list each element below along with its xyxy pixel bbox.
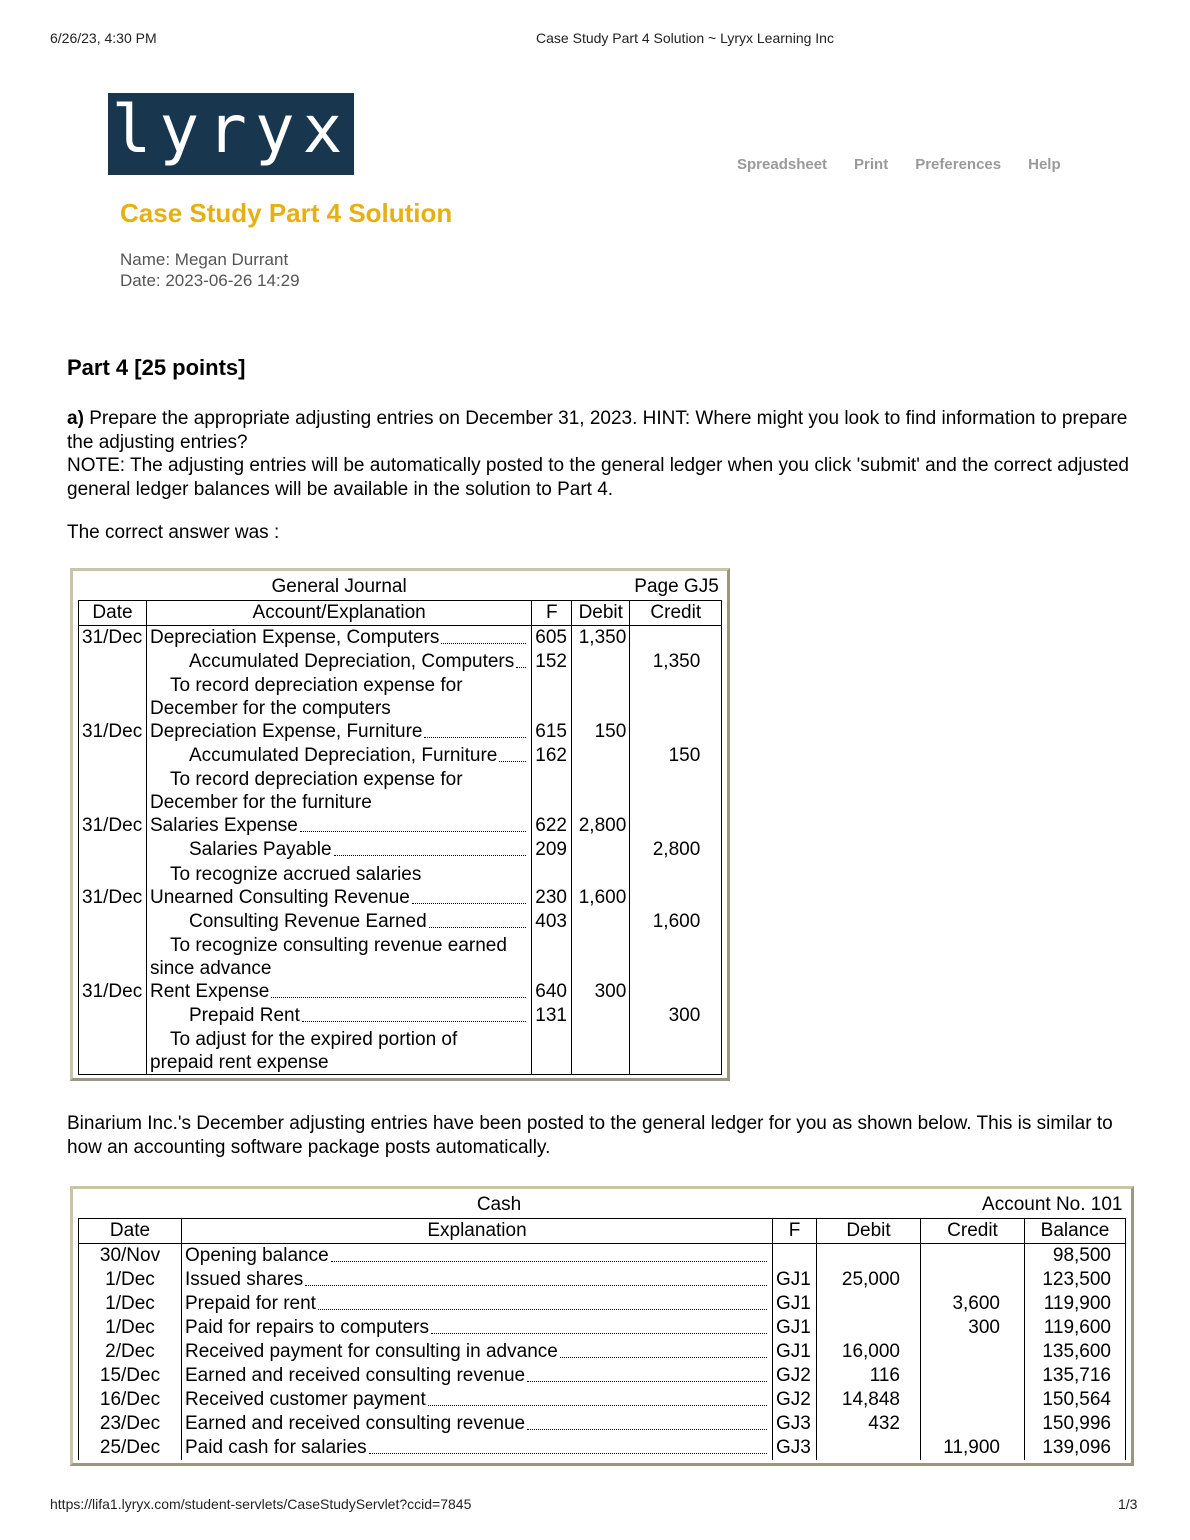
print-page-number: 1/3 [1118, 1496, 1138, 1512]
ledger-balance: 123,500 [1042, 1269, 1111, 1290]
journal-empty-credit [630, 626, 722, 651]
page-title: Case Study Part 4 Solution [120, 198, 453, 228]
ledger-explanation: Issued shares [185, 1269, 304, 1290]
ledger-f: GJ2 [773, 1388, 817, 1412]
submission-date: Date: 2023-06-26 14:29 [120, 271, 300, 290]
journal-empty-debit [572, 650, 630, 674]
explanation-line: To adjust for the expired portion of [170, 1029, 458, 1050]
ledger-balance-cell [1025, 1436, 1126, 1460]
journal-body [79, 626, 722, 1075]
journal-debit-amount: 1,600 [572, 886, 630, 910]
dot-leader [305, 1285, 767, 1286]
ledger-explanation-cell [182, 1316, 773, 1340]
dot-leader [560, 1357, 767, 1358]
journal-credit-account: Prepaid Rent [189, 1005, 300, 1026]
ledger-date: 15/Dec [79, 1364, 182, 1388]
journal-explanation [147, 1028, 532, 1075]
journal-debit-account: Unearned Consulting Revenue [150, 887, 410, 908]
journal-credit-account-cell [147, 910, 532, 934]
journal-debit-account: Depreciation Expense, Furniture [150, 721, 423, 742]
explanation-line: To record depreciation expense for [170, 769, 463, 790]
ledger-explanation-wrap [185, 1268, 769, 1292]
journal-credit-amount: 300 [668, 1005, 701, 1026]
ledger-header-balance: Balance [1025, 1219, 1126, 1244]
journal-credit-amount-cell [630, 744, 722, 768]
journal-credit-f: 162 [532, 744, 572, 768]
journal-empty-date [79, 838, 147, 862]
ledger-header-credit: Credit [921, 1219, 1025, 1244]
journal-explanation [147, 934, 532, 980]
ledger-date: 30/Nov [79, 1244, 182, 1269]
ledger-explanation-cell [182, 1412, 773, 1436]
ledger-explanation-cell [182, 1340, 773, 1364]
journal-credit-f: 131 [532, 1004, 572, 1028]
journal-credit-account-cell [147, 838, 532, 862]
top-nav [737, 156, 1061, 173]
journal-debit-f: 615 [532, 720, 572, 744]
journal-empty-debit [572, 838, 630, 862]
dot-leader [334, 855, 527, 856]
ledger-explanation: Paid for repairs to computers [185, 1317, 429, 1338]
ledger-row [79, 1292, 1126, 1316]
journal-explanation [147, 862, 532, 886]
journal-empty-date [79, 934, 147, 980]
journal-debit-row [79, 626, 722, 651]
explanation-line: since advance [150, 958, 272, 979]
journal-credit-row [79, 838, 722, 862]
ledger-explanation-wrap [185, 1364, 769, 1388]
journal-credit-amount: 150 [668, 745, 701, 766]
cash-ledger-table [78, 1192, 1126, 1460]
ledger-explanation-wrap [185, 1412, 769, 1436]
journal-credit-account: Salaries Payable [189, 839, 332, 860]
journal-credit-f: 152 [532, 650, 572, 674]
journal-debit-account-wrap [150, 886, 528, 910]
journal-credit-account-cell [147, 650, 532, 674]
ledger-explanation-wrap [185, 1436, 769, 1460]
journal-empty-credit [630, 934, 722, 980]
ledger-balance-cell [1025, 1412, 1126, 1436]
journal-credit-account-wrap [189, 744, 528, 768]
journal-credit-amount: 2,800 [652, 839, 701, 860]
journal-empty-f [532, 768, 572, 814]
journal-debit-row [79, 886, 722, 910]
journal-date: 31/Dec [79, 886, 147, 910]
general-journal-frame [70, 568, 730, 1081]
ledger-balance: 139,096 [1042, 1437, 1111, 1458]
answer-intro: The correct answer was : [67, 522, 280, 543]
ledger-date: 25/Dec [79, 1436, 182, 1460]
journal-debit-row [79, 720, 722, 744]
nav-help-link[interactable]: Help [1028, 156, 1061, 173]
ledger-explanation: Received payment for consulting in advance [185, 1341, 558, 1362]
journal-debit-amount: 300 [572, 980, 630, 1004]
dot-leader [369, 1453, 767, 1454]
journal-empty-f [532, 674, 572, 720]
nav-spreadsheet-link[interactable]: Spreadsheet [737, 156, 828, 173]
ledger-date: 1/Dec [79, 1292, 182, 1316]
ledger-row [79, 1244, 1126, 1269]
journal-credit-amount-cell [630, 910, 722, 934]
ledger-date: 23/Dec [79, 1412, 182, 1436]
journal-credit-account: Accumulated Depreciation, Computers [189, 651, 515, 672]
ledger-balance-cell [1025, 1340, 1126, 1364]
journal-empty-debit [572, 768, 630, 814]
journal-debit-account: Salaries Expense [150, 815, 298, 836]
journal-credit-account-wrap [189, 1004, 528, 1028]
journal-credit-amount-cell [630, 838, 722, 862]
ledger-credit: 3,600 [952, 1293, 1000, 1314]
ledger-body [79, 1244, 1126, 1461]
dot-leader [302, 1021, 526, 1022]
journal-debit-row [79, 814, 722, 838]
journal-credit-f: 403 [532, 910, 572, 934]
journal-header-credit: Credit [630, 601, 722, 626]
journal-debit-amount: 1,350 [572, 626, 630, 651]
logo-text: lyryx [111, 91, 351, 168]
ledger-debit-cell [817, 1340, 921, 1364]
journal-debit-account: Rent Expense [150, 981, 270, 1002]
journal-credit-account-wrap [189, 650, 528, 674]
journal-explanation [147, 674, 532, 720]
ledger-title: Cash [476, 1194, 522, 1215]
ledger-explanation-wrap [185, 1292, 769, 1316]
ledger-explanation-cell [182, 1364, 773, 1388]
ledger-date: 1/Dec [79, 1316, 182, 1340]
journal-credit-amount: 1,350 [652, 651, 701, 672]
general-journal-table [78, 574, 722, 1075]
ledger-date: 16/Dec [79, 1388, 182, 1412]
question-label: a) [67, 408, 84, 429]
ledger-date: 1/Dec [79, 1268, 182, 1292]
part-heading: Part 4 [25 points] [67, 355, 246, 380]
ledger-debit: 116 [869, 1365, 900, 1386]
ledger-credit-cell [921, 1364, 1025, 1388]
note-paragraph: NOTE: The adjusting entries will be automatically posted to the general ledger when you click 'submit' and the correct adjusted general ledger balances will be available in the solution to Part 4. [67, 455, 1129, 500]
ledger-balance: 119,900 [1043, 1293, 1111, 1314]
journal-credit-account-cell [147, 1004, 532, 1028]
journal-empty-debit [572, 862, 630, 886]
journal-debit-account-wrap [150, 720, 528, 744]
journal-date: 31/Dec [79, 980, 147, 1004]
journal-credit-row [79, 1004, 722, 1028]
ledger-credit-cell [921, 1412, 1025, 1436]
journal-empty-credit [630, 862, 722, 886]
journal-debit-account: Depreciation Expense, Computers [150, 627, 440, 648]
ledger-balance: 135,716 [1042, 1365, 1111, 1386]
ledger-f [773, 1244, 817, 1269]
journal-explanation-row [79, 674, 722, 720]
ledger-balance-cell [1025, 1292, 1126, 1316]
dot-leader [412, 903, 526, 904]
ledger-explanation-wrap [185, 1244, 769, 1268]
ledger-row [79, 1340, 1126, 1364]
ledger-debit: 14,848 [841, 1389, 900, 1410]
ledger-balance: 119,600 [1043, 1317, 1111, 1338]
ledger-explanation: Earned and received consulting revenue [185, 1413, 526, 1434]
dot-leader [441, 643, 526, 644]
journal-debit-f: 605 [532, 626, 572, 651]
journal-credit-amount: 1,600 [652, 911, 701, 932]
journal-debit-amount: 150 [572, 720, 630, 744]
ledger-row [79, 1388, 1126, 1412]
journal-explanation-row [79, 1028, 722, 1075]
explanation-line: December for the computers [150, 698, 391, 719]
journal-credit-f: 209 [532, 838, 572, 862]
ledger-credit-cell [921, 1244, 1025, 1269]
ledger-credit-cell [921, 1436, 1025, 1460]
ledger-explanation: Paid cash for salaries [185, 1437, 367, 1458]
journal-header-f: F [532, 601, 572, 626]
journal-credit-amount-cell [630, 1004, 722, 1028]
ledger-balance-cell [1025, 1364, 1126, 1388]
ledger-balance: 98,500 [1052, 1245, 1111, 1266]
ledger-f: GJ1 [773, 1292, 817, 1316]
dot-leader [429, 927, 527, 928]
ledger-explanation-cell [182, 1436, 773, 1460]
journal-date: 31/Dec [79, 720, 147, 744]
journal-header-debit: Debit [572, 601, 630, 626]
ledger-debit-cell [817, 1244, 921, 1269]
journal-debit-f: 230 [532, 886, 572, 910]
journal-empty-credit [630, 768, 722, 814]
dot-leader [431, 1333, 767, 1334]
journal-credit-account-cell [147, 744, 532, 768]
ledger-debit-cell [817, 1412, 921, 1436]
ledger-debit-cell [817, 1268, 921, 1292]
ledger-explanation-wrap [185, 1316, 769, 1340]
ledger-balance-cell [1025, 1268, 1126, 1292]
ledger-explanation: Opening balance [185, 1245, 329, 1266]
journal-empty-debit [572, 934, 630, 980]
journal-explanation-row [79, 862, 722, 886]
journal-credit-account: Consulting Revenue Earned [189, 911, 427, 932]
ledger-explanation-wrap [185, 1340, 769, 1364]
journal-credit-row [79, 650, 722, 674]
journal-page: Page GJ5 [634, 576, 719, 597]
journal-debit-f: 640 [532, 980, 572, 1004]
journal-credit-account-wrap [189, 838, 528, 862]
ledger-credit-cell [921, 1340, 1025, 1364]
ledger-debit: 432 [868, 1413, 900, 1434]
explanation-line: To recognize accrued salaries [170, 863, 422, 885]
ledger-credit-cell [921, 1316, 1025, 1340]
ledger-debit-cell [817, 1388, 921, 1412]
journal-empty-date [79, 768, 147, 814]
dot-leader [300, 831, 526, 832]
journal-debit-account-wrap [150, 814, 528, 838]
nav-print-link[interactable]: Print [854, 156, 889, 173]
journal-empty-credit [630, 674, 722, 720]
dot-leader [499, 761, 526, 762]
dot-leader [516, 667, 526, 668]
ledger-row [79, 1316, 1126, 1340]
journal-header-date: Date [79, 601, 147, 626]
journal-explanation-row [79, 768, 722, 814]
print-timestamp: 6/26/23, 4:30 PM [50, 30, 157, 46]
ledger-credit-cell [921, 1268, 1025, 1292]
journal-empty-debit [572, 910, 630, 934]
ledger-row [79, 1412, 1126, 1436]
journal-empty-date [79, 910, 147, 934]
ledger-debit-cell [817, 1436, 921, 1460]
journal-title: General Journal [271, 576, 407, 597]
ledger-row [79, 1436, 1126, 1460]
journal-empty-f [532, 1028, 572, 1075]
ledger-f: GJ3 [773, 1412, 817, 1436]
ledger-header-explanation: Explanation [182, 1219, 773, 1244]
lyryx-logo[interactable] [108, 93, 354, 175]
journal-header-account: Account/Explanation [147, 601, 532, 626]
explanation-line: prepaid rent expense [150, 1052, 329, 1073]
ledger-row [79, 1268, 1126, 1292]
journal-empty-debit [572, 1028, 630, 1075]
journal-debit-account-cell [147, 720, 532, 744]
journal-debit-account-cell [147, 886, 532, 910]
journal-empty-debit [572, 1004, 630, 1028]
journal-empty-f [532, 862, 572, 886]
ledger-credit-cell [921, 1388, 1025, 1412]
ledger-f: GJ1 [773, 1268, 817, 1292]
ledger-explanation-cell [182, 1268, 773, 1292]
ledger-row [79, 1364, 1126, 1388]
ledger-f: GJ1 [773, 1340, 817, 1364]
journal-date: 31/Dec [79, 814, 147, 838]
explanation-line: To recognize consulting revenue earned [170, 935, 507, 956]
ledger-explanation-cell [182, 1388, 773, 1412]
ledger-account-no: Account No. 101 [982, 1194, 1123, 1215]
journal-empty-date [79, 1004, 147, 1028]
ledger-intro: Binarium Inc.'s December adjusting entries have been posted to the general ledger for you as shown below. This is similar to how an accounting software package posts automatically. [67, 1113, 1113, 1158]
ledger-f: GJ2 [773, 1364, 817, 1388]
journal-empty-credit [630, 886, 722, 910]
dot-leader [527, 1429, 767, 1430]
dot-leader [271, 997, 526, 998]
journal-credit-amount-cell [630, 650, 722, 674]
ledger-explanation: Prepaid for rent [185, 1293, 316, 1314]
question-text: Prepare the appropriate adjusting entries on December 31, 2023. HINT: Where might you look to find information to prepare the adjusting entries? [67, 408, 1128, 453]
journal-credit-row [79, 910, 722, 934]
ledger-debit: 25,000 [841, 1269, 900, 1290]
journal-credit-account-wrap [189, 910, 528, 934]
ledger-balance: 150,996 [1042, 1413, 1111, 1434]
ledger-header-f: F [773, 1219, 817, 1244]
journal-explanation [147, 768, 532, 814]
student-name: Name: Megan Durrant [120, 250, 289, 269]
ledger-balance: 150,564 [1042, 1389, 1111, 1410]
dot-leader [331, 1261, 767, 1262]
ledger-credit-cell [921, 1292, 1025, 1316]
journal-debit-account-wrap [150, 626, 528, 650]
ledger-header-date: Date [79, 1219, 182, 1244]
ledger-debit-cell [817, 1292, 921, 1316]
ledger-explanation-cell [182, 1292, 773, 1316]
journal-empty-debit [572, 674, 630, 720]
journal-debit-account-cell [147, 626, 532, 651]
journal-empty-date [79, 862, 147, 886]
ledger-credit: 11,900 [943, 1437, 1000, 1458]
journal-debit-account-cell [147, 814, 532, 838]
journal-empty-debit [572, 744, 630, 768]
journal-credit-account: Accumulated Depreciation, Furniture [189, 745, 498, 766]
journal-empty-date [79, 1028, 147, 1075]
ledger-explanation-wrap [185, 1388, 769, 1412]
ledger-header-debit: Debit [817, 1219, 921, 1244]
journal-empty-date [79, 744, 147, 768]
nav-preferences-link[interactable]: Preferences [915, 156, 1002, 173]
journal-debit-row [79, 980, 722, 1004]
journal-empty-credit [630, 1028, 722, 1075]
ledger-f: GJ3 [773, 1436, 817, 1460]
journal-debit-account-wrap [150, 980, 528, 1004]
journal-debit-f: 622 [532, 814, 572, 838]
journal-empty-credit [630, 980, 722, 1004]
explanation-line: To record depreciation expense for [170, 675, 463, 696]
journal-empty-credit [630, 720, 722, 744]
question-paragraph [67, 407, 1137, 454]
print-page-title: Case Study Part 4 Solution ~ Lyryx Learning Inc [536, 30, 834, 46]
dot-leader [527, 1381, 767, 1382]
journal-date: 31/Dec [79, 626, 147, 651]
dot-leader [428, 1405, 767, 1406]
ledger-date: 2/Dec [79, 1340, 182, 1364]
ledger-balance-cell [1025, 1388, 1126, 1412]
journal-empty-f [532, 934, 572, 980]
ledger-balance-cell [1025, 1244, 1126, 1269]
journal-explanation-row [79, 934, 722, 980]
explanation-line: December for the furniture [150, 792, 372, 813]
ledger-balance: 135,600 [1042, 1341, 1111, 1362]
dot-leader [424, 737, 526, 738]
print-url: https://lifa1.lyryx.com/student-servlets/CaseStudyServlet?ccid=7845 [50, 1496, 472, 1512]
journal-credit-row [79, 744, 722, 768]
ledger-explanation: Earned and received consulting revenue [185, 1365, 526, 1386]
journal-debit-amount: 2,800 [572, 814, 630, 838]
ledger-f: GJ1 [773, 1316, 817, 1340]
ledger-debit-cell [817, 1316, 921, 1340]
ledger-debit-cell [817, 1364, 921, 1388]
journal-debit-account-cell [147, 980, 532, 1004]
journal-empty-credit [630, 814, 722, 838]
ledger-balance-cell [1025, 1316, 1126, 1340]
journal-empty-date [79, 650, 147, 674]
journal-empty-date [79, 674, 147, 720]
ledger-debit: 16,000 [841, 1341, 900, 1362]
ledger-explanation-cell [182, 1244, 773, 1269]
ledger-credit: 300 [968, 1317, 1000, 1338]
ledger-explanation: Received customer payment [185, 1389, 426, 1410]
dot-leader [318, 1309, 767, 1310]
cash-ledger-frame [70, 1186, 1134, 1466]
